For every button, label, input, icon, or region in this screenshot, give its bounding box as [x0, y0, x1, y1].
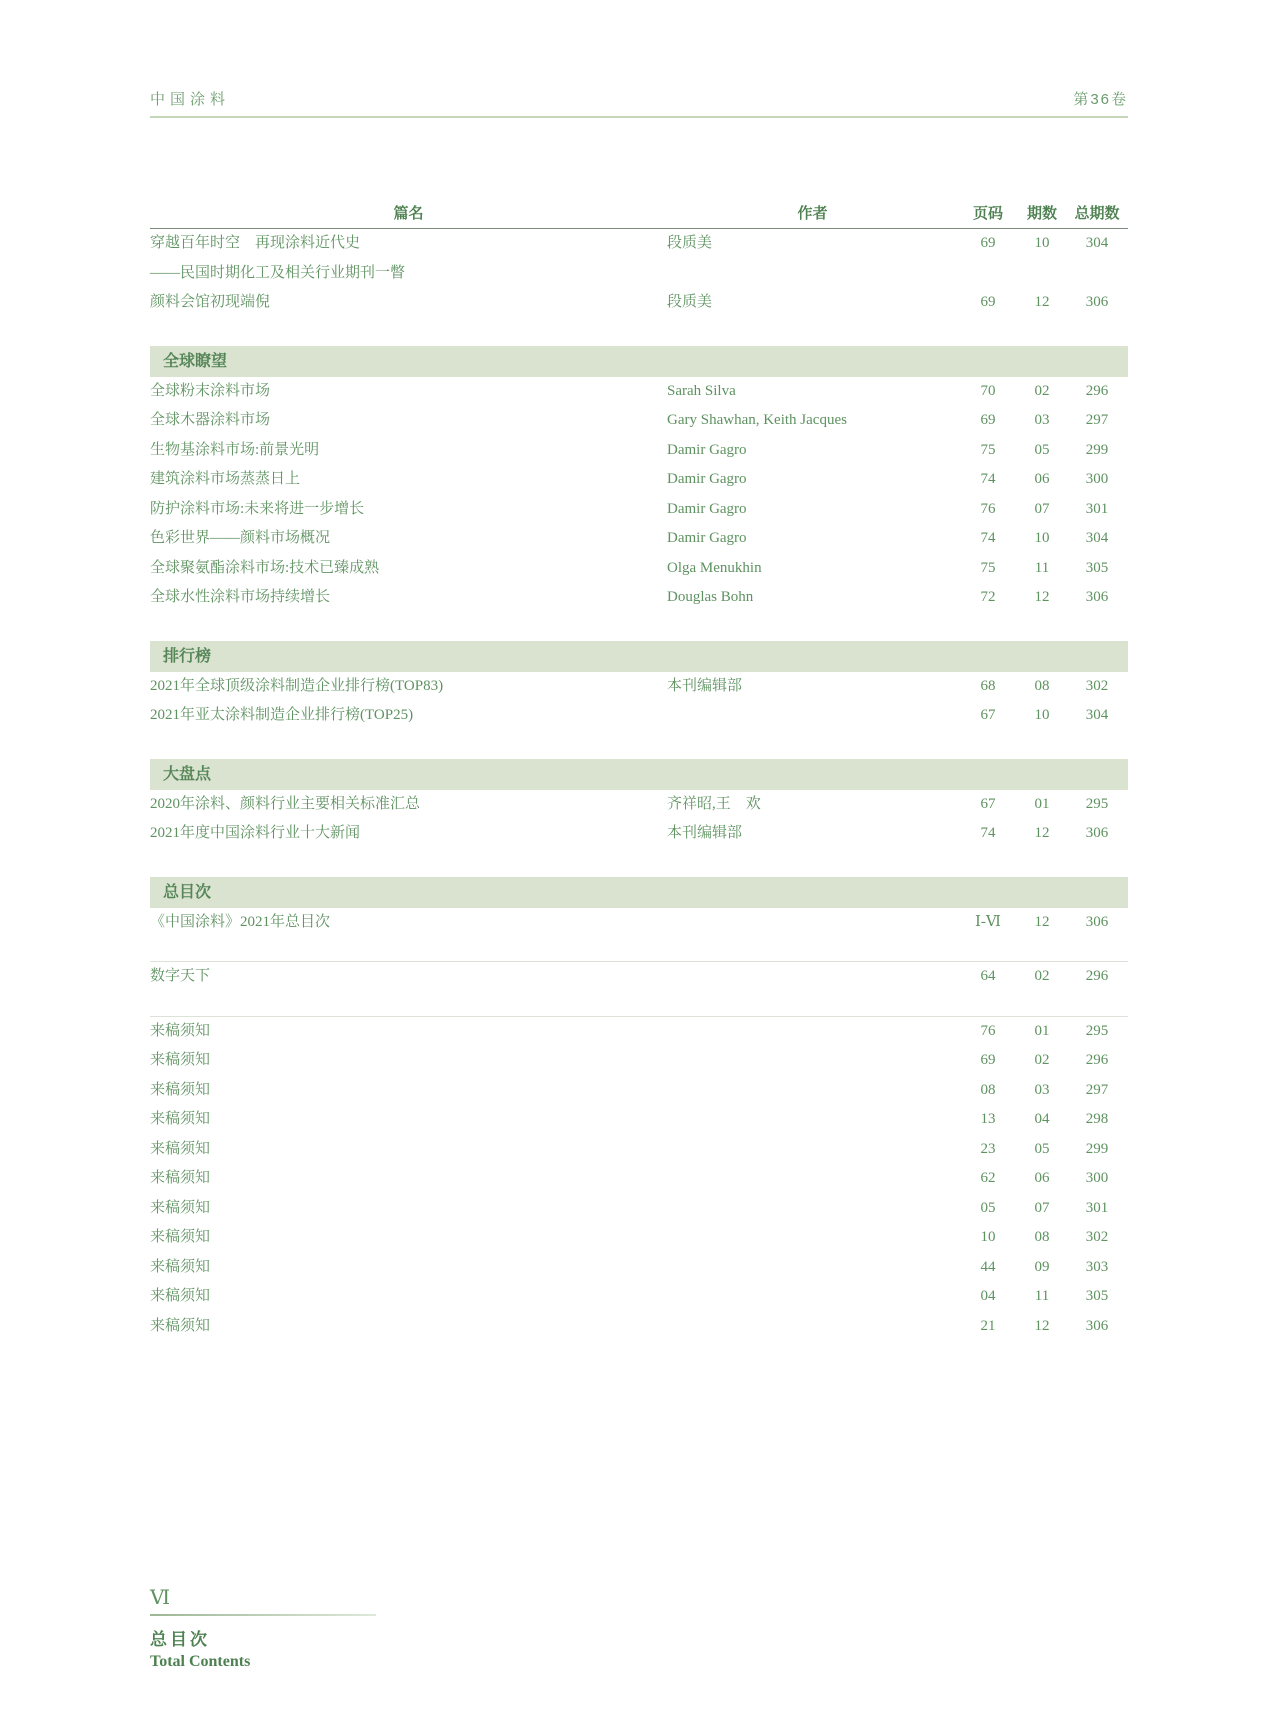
- article-page: 67: [980, 707, 996, 723]
- article-title-cell: [150, 908, 667, 938]
- article-total: 295: [1085, 1022, 1109, 1039]
- article-author: Damir Gagro: [667, 441, 747, 458]
- article-total: 306: [1085, 913, 1109, 930]
- table-row: [150, 1253, 1128, 1283]
- section-label: 排行榜: [163, 647, 212, 665]
- article-issue: 02: [1034, 968, 1050, 984]
- article-page: 67: [980, 795, 996, 812]
- article-title: 2021年度中国涂料行业十大新闻: [150, 825, 361, 841]
- section-band: [150, 641, 1128, 672]
- section-band: [150, 346, 1128, 377]
- table-row: [150, 1194, 1128, 1224]
- article-total: 306: [1085, 294, 1109, 310]
- column-header-page: 页码: [972, 205, 1003, 222]
- column-header-total: 总期数: [1074, 205, 1120, 222]
- article-author: 本刊编辑部: [667, 677, 743, 694]
- article-title: 2021年全球顶级涂料制造企业排行榜(TOP83): [150, 677, 444, 694]
- article-page: 69: [980, 412, 996, 428]
- article-page: 44: [980, 1258, 996, 1275]
- article-title: 数字天下: [150, 968, 211, 984]
- article-title-cell: [150, 1046, 667, 1076]
- article-title-cell: [150, 672, 667, 702]
- article-title-cell: [150, 1223, 667, 1253]
- section-band: [150, 759, 1128, 790]
- page-header: [150, 0, 1128, 118]
- article-author: 段质美: [667, 235, 713, 251]
- section-label: 总目次: [163, 883, 212, 901]
- article-page: 04: [980, 1288, 996, 1304]
- article-page: 75: [980, 559, 996, 576]
- table-row: [150, 1135, 1128, 1165]
- article-title-line2: ——民国时期化工及相关行业期刊一瞥: [150, 264, 406, 281]
- column-header-title: 篇名: [393, 205, 424, 222]
- table-row: [150, 436, 1128, 466]
- page-content: [150, 0, 1128, 1341]
- article-title: 2021年亚太涂料制造企业排行榜(TOP25): [150, 707, 414, 723]
- article-issue: 11: [1034, 1288, 1050, 1304]
- table-row: [150, 790, 1128, 820]
- article-total: 297: [1085, 1081, 1109, 1098]
- article-title: 颜料会馆初现端倪: [150, 294, 271, 310]
- table-row: [150, 583, 1128, 613]
- journal-title: 中国涂料: [150, 91, 231, 108]
- article-title: 来稿须知: [150, 1052, 211, 1068]
- article-page: 23: [980, 1140, 996, 1157]
- table-row: [150, 962, 1128, 992]
- article-page: 21: [980, 1317, 996, 1334]
- article-title: 来稿须知: [150, 1022, 211, 1039]
- article-title: 来稿须知: [150, 1317, 211, 1334]
- footer-page-number: Ⅵ: [150, 1587, 171, 1609]
- table-row: [150, 819, 1128, 849]
- article-issue: 08: [1034, 1229, 1050, 1245]
- article-title: 穿越百年时空 再现涂料近代史: [150, 235, 361, 251]
- article-page: 74: [980, 471, 996, 487]
- column-header-author: 作者: [797, 205, 828, 222]
- article-total: 305: [1085, 1288, 1109, 1304]
- article-total: 296: [1085, 968, 1109, 984]
- table-row: [150, 288, 1128, 318]
- article-total: 304: [1085, 530, 1109, 546]
- table-row: [150, 377, 1128, 407]
- article-title-cell: [150, 495, 667, 525]
- article-page: 62: [980, 1170, 996, 1186]
- article-title: 全球粉末涂料市场: [150, 382, 271, 399]
- article-title-cell: [150, 962, 667, 992]
- article-title: 来稿须知: [150, 1111, 211, 1127]
- article-title: 《中国涂料》2021年总目次: [150, 913, 331, 930]
- article-title: 来稿须知: [150, 1229, 211, 1245]
- article-title-cell: [150, 819, 667, 849]
- article-author: 本刊编辑部: [667, 825, 743, 841]
- article-total: 301: [1085, 1199, 1109, 1216]
- article-total: 296: [1085, 382, 1109, 399]
- article-issue: 06: [1034, 1170, 1050, 1186]
- article-title-cell: [150, 1135, 667, 1165]
- article-total: 300: [1085, 471, 1109, 487]
- article-author: 齐祥昭,王 欢: [667, 795, 761, 812]
- article-page: 76: [980, 1022, 996, 1039]
- article-total: 295: [1085, 795, 1109, 812]
- article-total: 298: [1085, 1111, 1109, 1127]
- article-total: 301: [1085, 500, 1109, 517]
- article-total: 306: [1085, 1317, 1109, 1334]
- article-total: 304: [1085, 707, 1109, 723]
- article-title-cell: [150, 583, 667, 613]
- article-page: 64: [980, 968, 996, 984]
- article-issue: 02: [1034, 382, 1050, 399]
- article-title: 生物基涂料市场:前景光明: [150, 441, 320, 458]
- article-title: 来稿须知: [150, 1258, 211, 1275]
- article-total: 302: [1085, 677, 1109, 694]
- article-title-cell: [150, 1017, 667, 1047]
- section-label: 大盘点: [163, 765, 212, 783]
- article-title-cell: [150, 524, 667, 554]
- article-page: 13: [980, 1111, 996, 1127]
- table-row: [150, 495, 1128, 525]
- footer-section-title-cn: 总目次: [150, 1630, 210, 1649]
- article-title: 色彩世界——颜料市场概况: [150, 530, 331, 546]
- article-title-cell: [150, 1194, 667, 1224]
- article-issue: 12: [1034, 294, 1050, 310]
- table-row: [150, 1223, 1128, 1253]
- article-author: Damir Gagro: [667, 530, 747, 546]
- table-row: [150, 1017, 1128, 1047]
- article-total: 299: [1085, 441, 1109, 458]
- article-issue: 08: [1034, 677, 1050, 694]
- article-total: 300: [1085, 1170, 1109, 1186]
- table-row: [150, 406, 1128, 436]
- article-issue: 02: [1034, 1052, 1050, 1068]
- table-header-row: [150, 196, 1128, 229]
- article-title: 来稿须知: [150, 1140, 211, 1157]
- article-page: 68: [980, 677, 996, 694]
- article-title: 来稿须知: [150, 1170, 211, 1186]
- article-issue: 10: [1034, 530, 1050, 546]
- article-title: 来稿须知: [150, 1199, 211, 1216]
- article-issue: 12: [1034, 1317, 1050, 1334]
- article-title: 来稿须知: [150, 1081, 211, 1098]
- section-band: [150, 877, 1128, 908]
- article-page: 08: [980, 1081, 996, 1098]
- article-author: Sarah Silva: [667, 382, 736, 399]
- article-title-cell: [150, 1105, 667, 1135]
- article-title-cell: [150, 790, 667, 820]
- article-issue: 12: [1034, 825, 1050, 841]
- article-issue: 12: [1034, 589, 1050, 605]
- article-issue: 10: [1034, 707, 1050, 723]
- article-issue: 09: [1034, 1258, 1050, 1275]
- table-row: [150, 465, 1128, 495]
- article-total: 305: [1085, 559, 1109, 576]
- article-title: 防护涂料市场:未来将进一步增长: [150, 500, 365, 517]
- table-row: [150, 1312, 1128, 1342]
- article-page: 05: [980, 1199, 996, 1216]
- article-page: 72: [980, 589, 996, 605]
- article-issue: 11: [1034, 559, 1050, 576]
- article-issue: 04: [1034, 1111, 1050, 1127]
- article-title-cell: [150, 701, 667, 731]
- article-title-cell: [150, 1253, 667, 1283]
- table-row: [150, 1076, 1128, 1106]
- article-author: Gary Shawhan, Keith Jacques: [667, 412, 847, 428]
- table-row: [150, 1105, 1128, 1135]
- article-title: 来稿须知: [150, 1288, 211, 1304]
- article-total: 303: [1085, 1258, 1109, 1275]
- article-issue: 06: [1034, 471, 1050, 487]
- article-page: 10: [980, 1229, 996, 1245]
- article-total: 296: [1085, 1052, 1109, 1068]
- article-page: 74: [980, 530, 996, 546]
- table-row: [150, 229, 1128, 288]
- footer-rule: [150, 1614, 376, 1616]
- article-author: Damir Gagro: [667, 471, 747, 487]
- article-title-cell: [150, 465, 667, 495]
- article-title: 2020年涂料、颜料行业主要相关标准汇总: [150, 795, 421, 812]
- article-issue: 10: [1034, 235, 1050, 251]
- article-page: 76: [980, 500, 996, 517]
- article-title-cell: [150, 406, 667, 436]
- article-title-cell: [150, 436, 667, 466]
- article-author: Olga Menukhin: [667, 559, 762, 576]
- article-total: 306: [1085, 825, 1109, 841]
- article-issue: 01: [1034, 795, 1050, 812]
- article-title: 全球水性涂料市场持续增长: [150, 589, 331, 605]
- article-title: 建筑涂料市场蒸蒸日上: [150, 471, 301, 487]
- table-row: [150, 554, 1128, 584]
- article-author: 段质美: [667, 294, 713, 310]
- article-total: 302: [1085, 1229, 1109, 1245]
- article-author: Douglas Bohn: [667, 589, 754, 605]
- article-issue: 03: [1034, 412, 1050, 428]
- article-page: 69: [980, 294, 996, 310]
- article-title-cell: [150, 554, 667, 584]
- article-title: 全球聚氨酯涂料市场:技术已臻成熟: [150, 559, 380, 576]
- article-title-cell: [150, 1164, 667, 1194]
- article-page: 75: [980, 441, 996, 458]
- article-total: 306: [1085, 589, 1109, 605]
- article-issue: 05: [1034, 441, 1050, 458]
- article-title-cell: [150, 288, 667, 318]
- article-total: 297: [1085, 412, 1109, 428]
- article-title-cell: [150, 229, 667, 288]
- section-label: 全球瞭望: [163, 352, 228, 370]
- article-page: 69: [980, 235, 996, 251]
- article-issue: 01: [1034, 1022, 1050, 1039]
- article-title-cell: [150, 1282, 667, 1312]
- article-title-cell: [150, 377, 667, 407]
- table-row: [150, 1046, 1128, 1076]
- footer-section-title-en: Total Contents: [150, 1653, 251, 1670]
- article-page: 69: [980, 1052, 996, 1068]
- article-total: 304: [1085, 235, 1109, 251]
- article-issue: 12: [1034, 913, 1050, 930]
- table-row: [150, 908, 1128, 938]
- table-row: [150, 701, 1128, 731]
- table-row: [150, 1164, 1128, 1194]
- table-row: [150, 672, 1128, 702]
- article-issue: 03: [1034, 1081, 1050, 1098]
- article-issue: 05: [1034, 1140, 1050, 1157]
- volume-label: 第36卷: [1073, 91, 1128, 108]
- article-issue: 07: [1034, 500, 1050, 517]
- article-title-cell: [150, 1312, 667, 1342]
- toc-table: [150, 229, 1128, 1341]
- article-title-cell: [150, 1076, 667, 1106]
- article-page: 74: [980, 825, 996, 841]
- column-header-issue: 期数: [1026, 205, 1057, 222]
- article-page: 70: [980, 382, 996, 399]
- table-row: [150, 524, 1128, 554]
- article-author: Damir Gagro: [667, 500, 747, 517]
- table-row: [150, 1282, 1128, 1312]
- article-total: 299: [1085, 1140, 1109, 1157]
- article-page: Ⅰ-Ⅵ: [974, 913, 1001, 930]
- article-issue: 07: [1034, 1199, 1050, 1216]
- page-footer: [150, 1586, 376, 1671]
- article-title: 全球木器涂料市场: [150, 412, 271, 428]
